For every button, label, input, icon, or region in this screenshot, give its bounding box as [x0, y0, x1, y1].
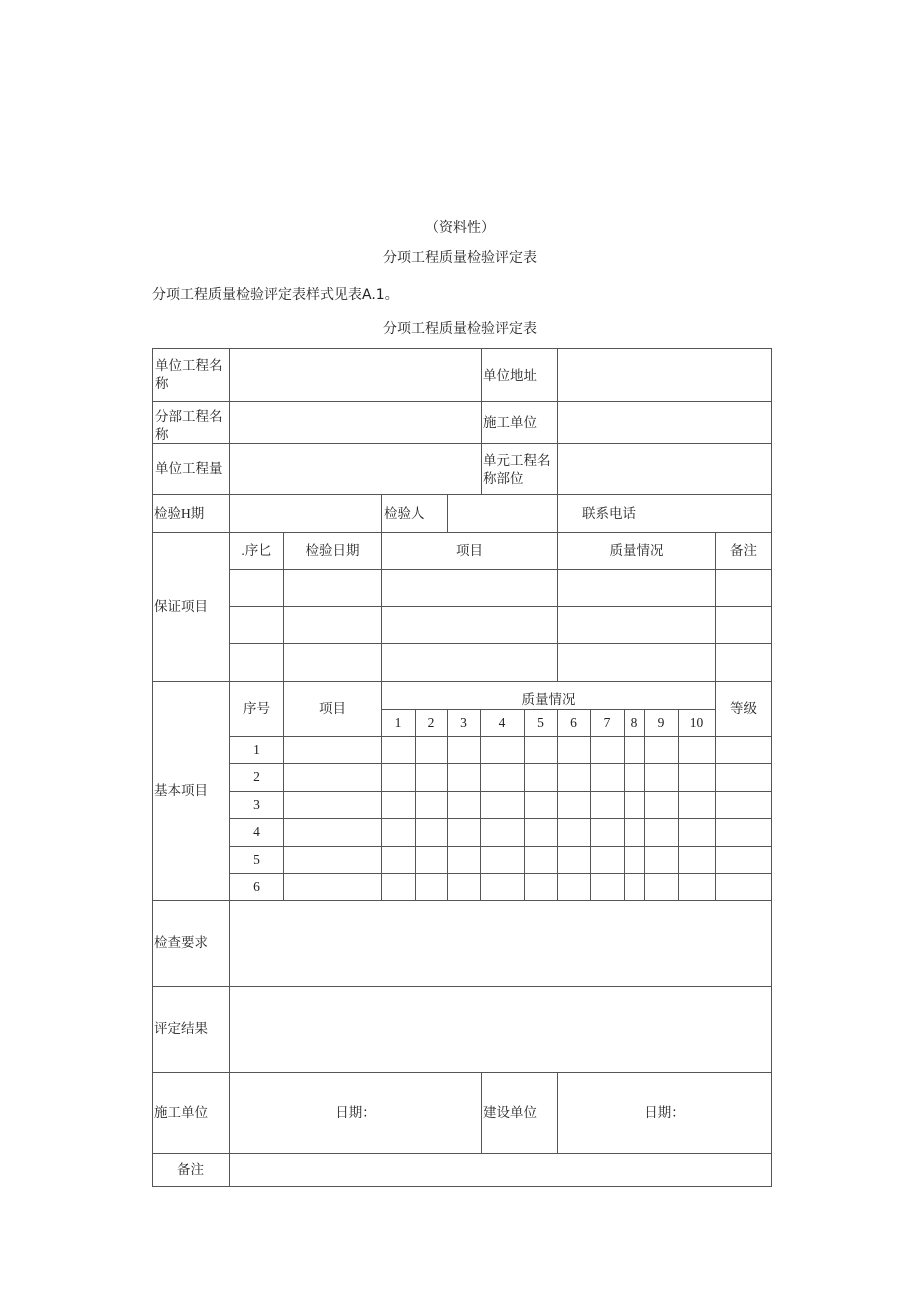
- element-name-label: 单元工程名称部位: [483, 453, 551, 486]
- rule-line: [381, 494, 382, 533]
- constructor-field[interactable]: [558, 402, 770, 442]
- appendix-title: 分项工程质量检验评定表: [383, 250, 537, 266]
- unit-project-label: 单位工程名称: [155, 358, 223, 391]
- requirement-label: 检查要求: [154, 935, 208, 950]
- phone-label: 联系电话: [582, 506, 636, 521]
- quality-col-1: 1: [394, 715, 402, 730]
- sub-project-field[interactable]: [230, 402, 480, 442]
- inspect-date-field[interactable]: [230, 495, 380, 531]
- owner-date: 日期：: [644, 1105, 685, 1120]
- quality-col-9: 9: [657, 715, 665, 730]
- quality-col-3: 3: [460, 715, 467, 730]
- basic-row-number: 4: [253, 824, 260, 839]
- basic-row[interactable]: [284, 819, 770, 846]
- appendix-subtitle: （资料性）: [425, 220, 495, 236]
- quality-col-5: 5: [537, 715, 544, 730]
- quality-col-10: 10: [689, 715, 704, 730]
- basic-row-number: 6: [253, 879, 260, 894]
- rule-line: [152, 681, 772, 682]
- unit-project-field[interactable]: [230, 349, 480, 400]
- builder-label: 施工单位: [154, 1105, 208, 1120]
- basic-seq-head: 序号: [243, 701, 270, 716]
- basic-row[interactable]: [284, 737, 770, 763]
- remark-field[interactable]: [230, 1154, 770, 1185]
- result-field[interactable]: [230, 987, 770, 1071]
- remark-label: 备注: [177, 1162, 204, 1177]
- unit-address-field[interactable]: [558, 349, 770, 400]
- quality-col-2: 2: [427, 715, 435, 730]
- basic-quality-head: 质量情况: [521, 692, 576, 707]
- unit-quantity-label: 单位工程量: [155, 461, 223, 476]
- guarantee-label: 保证项目: [154, 599, 208, 614]
- basic-grade-head: 等级: [730, 701, 757, 716]
- unit-address-label: 单位地址: [483, 368, 537, 383]
- rule-line: [481, 1072, 482, 1154]
- phone-field[interactable]: [662, 495, 770, 531]
- constructor-label: 施工单位: [483, 415, 537, 430]
- element-name-field[interactable]: [558, 444, 770, 493]
- unit-quantity-field[interactable]: [230, 444, 480, 493]
- guarantee-date-head: 检验日期: [305, 543, 360, 558]
- inspector-label: 检验人: [384, 506, 425, 521]
- basic-row[interactable]: [284, 847, 770, 873]
- rule-line: [152, 1186, 772, 1187]
- quality-col-8: 8: [630, 715, 638, 730]
- guarantee-note-head: 备注: [730, 543, 757, 558]
- quality-col-4: 4: [498, 715, 506, 730]
- guarantee-row[interactable]: [230, 570, 770, 606]
- basic-row[interactable]: [284, 874, 770, 900]
- guarantee-item-head: 项目: [456, 543, 483, 558]
- guarantee-seq-head: .序匕: [241, 543, 272, 558]
- rule-line: [771, 348, 772, 1187]
- table-title: 分项工程质量检验评定表: [383, 321, 537, 337]
- inspect-date-label: 检验H期: [154, 506, 205, 521]
- rule-line: [381, 709, 716, 710]
- builder-date: 日期：: [335, 1105, 376, 1120]
- basic-row-number: 5: [253, 852, 260, 867]
- owner-label: 建设单位: [483, 1105, 537, 1120]
- rule-line: [152, 532, 772, 533]
- basic-item-head: 项目: [319, 701, 346, 716]
- rule-line: [481, 348, 482, 495]
- basic-label: 基本项目: [154, 783, 208, 798]
- basic-row[interactable]: [284, 792, 770, 818]
- basic-row-number: 2: [253, 769, 260, 784]
- inspector-field[interactable]: [448, 495, 556, 531]
- guarantee-row[interactable]: [230, 607, 770, 643]
- guarantee-row[interactable]: [230, 644, 770, 681]
- builder-sign-field[interactable]: [230, 1073, 480, 1152]
- basic-row-number: 1: [253, 742, 260, 757]
- requirement-field[interactable]: [230, 901, 770, 985]
- owner-sign-field[interactable]: [558, 1073, 770, 1152]
- basic-row[interactable]: [284, 764, 770, 791]
- result-label: 评定结果: [154, 1021, 208, 1036]
- guarantee-quality-head: 质量情况: [609, 543, 664, 558]
- quality-col-7: 7: [603, 715, 611, 730]
- rule-line: [152, 348, 153, 1187]
- quality-col-6: 6: [570, 715, 577, 730]
- sub-project-label: 分部工程名称: [155, 409, 223, 442]
- intro-note: 分项工程质量检验评定表样式见表A.1。: [152, 287, 399, 303]
- basic-row-number: 3: [253, 797, 260, 812]
